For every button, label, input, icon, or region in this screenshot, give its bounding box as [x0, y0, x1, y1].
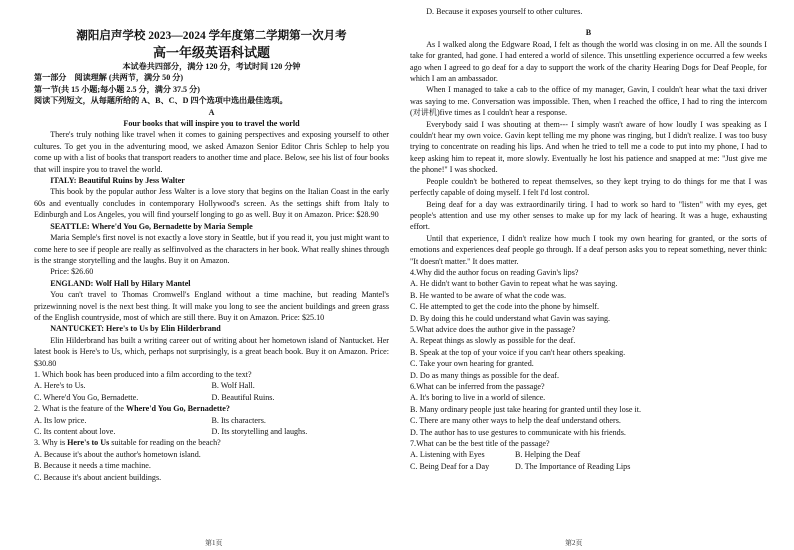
- question-3-text: 3. Why is: [34, 438, 68, 448]
- right-column: [410, 6, 767, 472]
- option: A. He didn't want to bother Gavin to repeat what he was saying.: [410, 279, 618, 289]
- question-2: [34, 403, 389, 414]
- option: B. Helping the Deaf: [515, 450, 581, 460]
- book-title: ENGLAND: Wolf Hall by Hilary Mantel: [50, 278, 191, 288]
- option: D. Beautiful Ruins.: [211, 392, 275, 402]
- left-column: [34, 6, 389, 483]
- book-price: Price: $26.60: [50, 267, 94, 277]
- option: B. Because it needs a time machine.: [34, 461, 151, 471]
- question-5: 5.What advice does the author give in the passage?: [410, 324, 576, 334]
- option: A. It's boring to live in a world of silence.: [410, 393, 546, 403]
- question-2-book: Where'd You Go, Bernadette?: [126, 404, 230, 414]
- question-7: 7.What can be the best title of the passage?: [410, 439, 550, 449]
- passage-label-a: A: [208, 107, 215, 117]
- question-3-book: Here's to Us: [67, 438, 110, 448]
- option: D. The Importance of Reading Lips: [515, 461, 631, 471]
- option: B. Many ordinary people just take hearing for granted until they lose it.: [410, 404, 642, 414]
- instruction: 阅读下列短文，从每题所给的 A、B、C、D 四个选项中选出最佳选项。: [34, 96, 288, 106]
- passage-paragraph: As I walked along the Edgware Road, I felt as though the world was closing in on me. All the sounds I take for granted, had gone. I had entered a world of silence. This unsettling experience occurred a few weeks ago when I agreed to go deaf for a day to support the work of the charity Hearing Dogs for Deaf People, for which I am an ambassador.: [410, 39, 767, 84]
- option: A. Its low price.: [34, 415, 87, 425]
- question-2-options: [34, 426, 389, 437]
- passage-paragraph: Being deaf for a day was extraordinarily tiring. I had to work so hard to "listen" with my eyes, get people's attention and use my other senses to make up for my lack of hearing. It was a huge, exhausting effort.: [410, 199, 767, 232]
- option: A. Because it's about the author's hometown island.: [34, 449, 201, 459]
- option: C. Take your own hearing for granted.: [410, 359, 534, 369]
- book-title: ITALY: Beautiful Ruins by Jess Walter: [50, 176, 185, 186]
- exam-title: 潮阳启声学校 2023—2024 学年度第二学期第一次月考: [76, 30, 347, 42]
- exam-info: 本试卷共四部分，满分 120 分，考试时间 120 分钟: [122, 62, 301, 71]
- book-text: You can't travel to Thomas Cromwell's England without a time machine, but reading Mantel's prizewinning novel is the next best thing. It will make you long to see the ancient buildings and green grass of the English countryside, most of which are still there. Buy it on Amazon. Price: $25.10: [34, 290, 389, 322]
- option: B. He wanted to be aware of what the code was.: [410, 290, 566, 300]
- section-heading: 第一节(共 15 小题;每小题 2.5 分，满分 37.5 分): [34, 84, 200, 94]
- passage-paragraph: People couldn't be bothered to repeat themselves, so they kept trying to do things for me that I was perfectly capable of doing myself. I felt I'd lost control.: [410, 176, 767, 198]
- passage-paragraph: Everybody said I was shouting at them--- I simply wasn't aware of how loudly I was speaking as I couldn't hear my own voice. Gavin kept telling me my phone was ringing, but I didn't realize. I was too busy trying to concentrate on reading his lips. And when he tried to tell me a code to put into my phone, I had to keep asking him to repeat it, more slowly. Eventually he lost his patience and snapped at me: "Just give me the phone!" I was shocked.: [410, 119, 767, 175]
- option: D. Do as many things as possible for the deaf.: [410, 370, 560, 380]
- page-number-2: 第2页: [565, 539, 583, 547]
- book-text: This book by the popular author Jess Walter is a love story that begins on the Italian Coast in the early 60s and eventually concludes in contemporary Hollywood's screen. As the settings shift from Italy to Edinburgh and Los Angeles, you will find yourself longing to go as well. Buy it on Amazon. Price: $28.90: [34, 187, 389, 220]
- option: C. He attempted to get the code into the phone by himself.: [410, 302, 600, 312]
- question-2-options: [34, 415, 389, 426]
- book-text: Elin Hilderbrand has built a writing career out of writing about her hometown island of Nantucket. Her latest book is Here's to Us, which, perhaps not surprisingly, is a great beach book. Buy it on Amazon. Price: $30.80: [34, 335, 389, 368]
- option: C. Its content about love.: [34, 427, 116, 436]
- page-number-1: 第1页: [205, 539, 223, 547]
- option: D. Because it exposes yourself to other cultures.: [426, 7, 583, 16]
- question-1: 1. Which book has been produced into a film according to the text?: [34, 369, 252, 379]
- book-text: Maria Semple's first novel is not exactly a love story in Seattle, but if you read it, you just might want to come here to see if people are really as selfinvolved as the characters in her book. What really shines through is the strange storytelling and the laughs. Buy it on Amazon.: [34, 233, 389, 265]
- question-1-options: [34, 392, 389, 403]
- question-1-options: [34, 380, 389, 391]
- option: C. There are many other ways to help the deaf understand others.: [410, 416, 621, 426]
- passage-paragraph: Until that experience, I didn't realize how much I took my own hearing for granted, or the sorts of emotions and experiences deaf people go through. If a deaf person asks you to repeat something, never think: "It doesn't matter." It does matter.: [410, 233, 767, 266]
- passage-paragraph: When I managed to take a cab to the office of my manager, Gavin, I couldn't hear what the taxi driver was saying to me. Conversation was impossible. Then, when I reached the office, I had to ring the intercom (对讲机)five times as I couldn't hear a response.: [410, 85, 767, 118]
- option: D. Its storytelling and laughs.: [211, 427, 308, 436]
- option: C. Being Deaf for a Day: [410, 461, 490, 471]
- option: D. By doing this he could understand what Gavin was saying.: [410, 313, 611, 323]
- option: C. Where'd You Go, Bernadette.: [34, 392, 139, 402]
- question-3: [34, 437, 389, 448]
- question-4: 4.Why did the author focus on reading Gavin's lips?: [410, 267, 579, 277]
- question-2-text: 2. What is the feature of the: [34, 404, 126, 414]
- option: B. Speak at the top of your voice if you can't hear others speaking.: [410, 347, 626, 357]
- book-title: SEATTLE: Where'd You Go, Bernadette by Maria Semple: [50, 221, 253, 231]
- passage-label-b: B: [585, 28, 592, 38]
- question-7-options: [410, 449, 767, 460]
- exam-subtitle: 高一年级英语科试题: [152, 45, 270, 60]
- question-3-text-end: suitable for reading on the beach?: [109, 438, 221, 448]
- option: A. Here's to Us.: [34, 381, 86, 391]
- option: B. Its characters.: [211, 415, 266, 425]
- part-heading: 第一部分 阅读理解 (共两节，满分 50 分): [34, 73, 184, 83]
- option: A. Listening with Eyes: [410, 450, 485, 460]
- question-7-options: [410, 461, 767, 472]
- option: D. The author has to use gestures to communicate with his friends.: [410, 427, 626, 437]
- passage-heading: Four books that will inspire you to travel the world: [123, 119, 300, 129]
- option: B. Wolf Hall.: [211, 381, 255, 391]
- question-6: 6.What can be inferred from the passage?: [410, 382, 545, 391]
- passage-intro: There's truly nothing like travel when it comes to gaining perspectives and exposing yourself to other cultures. To get you in the adventuring mood, we asked Amazon Senior Editor Chris Schlep to help you come up with a list of books that transport readers to another time and place. Below, see his list of four books that will inspire you to travel the world.: [34, 130, 389, 174]
- option: A. Repeat things as slowly as possible for the deaf.: [410, 336, 576, 346]
- option: C. Because it's about ancient buildings.: [34, 472, 162, 482]
- book-title: NANTUCKET: Here's to Us by Elin Hilderbrand: [50, 324, 221, 334]
